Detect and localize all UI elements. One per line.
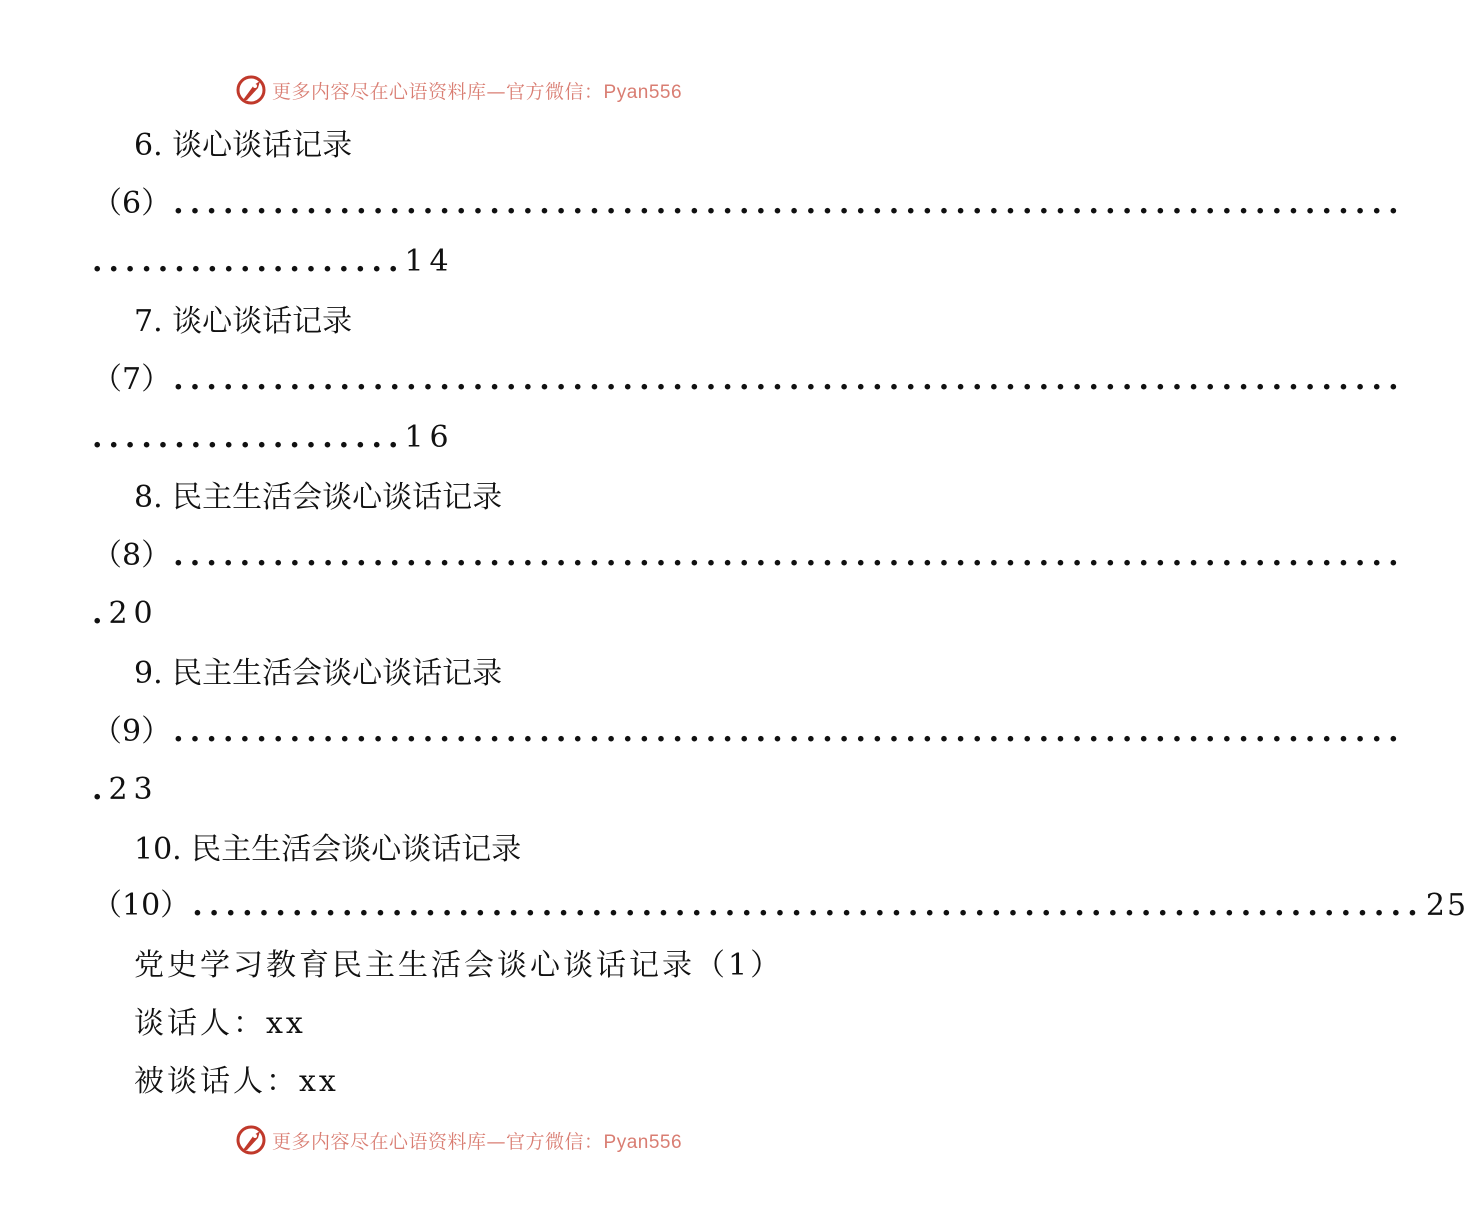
toc-cont-6[interactable]: ...................14	[92, 244, 455, 279]
toc-leader-9[interactable]: （9） ..........................................................................	[92, 714, 1405, 749]
toc-title-7[interactable]: 7. 谈心谈话记录	[134, 304, 353, 339]
toc-title-8[interactable]: 8. 民主生活会谈心谈话记录	[134, 480, 503, 515]
pen-nib-logo-icon	[234, 1123, 268, 1157]
talker-line: 谈话人：xx	[134, 1006, 306, 1041]
toc-leader-8[interactable]: （8） ..........................................................................	[92, 538, 1405, 573]
watermark-text: 更多内容尽在心语资料库—官方微信：Pyan556	[272, 1130, 683, 1153]
toc-page-10: 25	[1425, 888, 1468, 923]
watermark-banner-top	[234, 72, 682, 108]
toc-leader-6[interactable]: （6） ..........................................................................	[92, 186, 1405, 221]
pen-nib-logo-icon	[234, 73, 268, 107]
document-heading: 党史学习教育民主生活会谈心谈话记录（1）	[134, 948, 784, 983]
toc-title-9[interactable]: 9. 民主生活会谈心谈话记录	[134, 656, 503, 691]
toc-page-9: 23	[108, 772, 159, 807]
toc-cont-9[interactable]: .23	[92, 772, 159, 807]
toc-page-7: 16	[404, 420, 455, 455]
toc-cont-8[interactable]: .20	[92, 596, 159, 631]
toc-leader-10[interactable]: （10） .......................................................................... 25	[0, 884, 950, 928]
toc-page-8: 20	[108, 596, 159, 631]
watermark-text: 更多内容尽在心语资料库—官方微信：Pyan556	[272, 80, 683, 103]
toc-title-10[interactable]: 10. 民主生活会谈心谈话记录	[134, 832, 522, 867]
toc-page-6: 14	[404, 244, 455, 279]
toc-leader-7[interactable]: （7） ..........................................................................	[92, 362, 1405, 397]
talkee-line: 被谈话人：xx	[134, 1064, 339, 1099]
watermark-banner-bottom	[234, 1122, 682, 1158]
toc-cont-7[interactable]: ...................16	[92, 420, 455, 455]
toc-title-6[interactable]: 6. 谈心谈话记录	[134, 128, 353, 163]
